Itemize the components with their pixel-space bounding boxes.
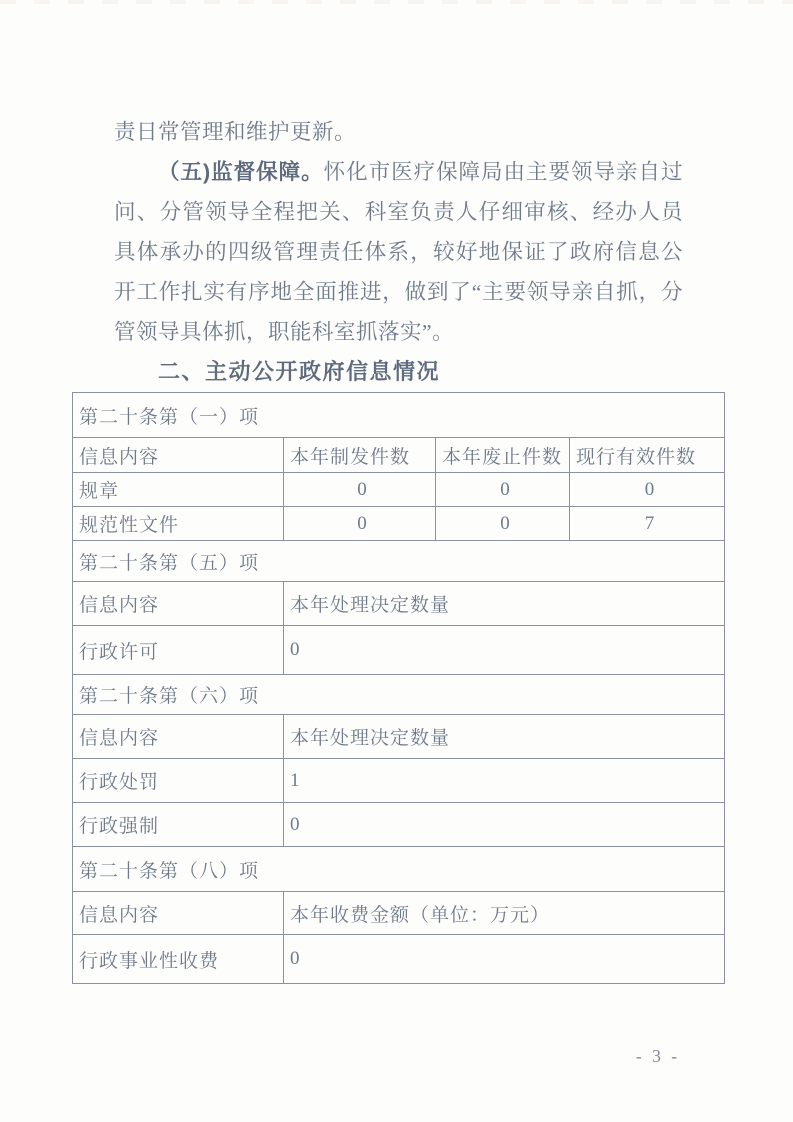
body-text-block bbox=[114, 112, 683, 392]
section5-title: 第二十条第（五）项 bbox=[73, 541, 725, 582]
value-administrative-license: 0 bbox=[284, 626, 725, 675]
section8-header-fees: 本年收费金额（单位：万元） bbox=[284, 892, 725, 935]
value-normative-issued: 0 bbox=[284, 507, 436, 541]
table-section-title-row bbox=[73, 847, 725, 892]
scan-edge-artifact bbox=[0, 0, 793, 4]
value-administrative-fees: 0 bbox=[284, 935, 725, 984]
section5-header-decisions: 本年处理决定数量 bbox=[284, 582, 725, 626]
table-header-row bbox=[73, 438, 725, 473]
table-row bbox=[73, 507, 725, 541]
paragraph-supervision-text: 怀化市医疗保障局由主要领导亲自过问、分管领导全程把关、科室负责人仔细审核、经办人员具体承办的四级管理责任体系，较好地保证了政府信息公开工作扎实有序地全面推进，做到了“主要领导亲自抓，分管领导具体抓，职能科室抓落实”。 bbox=[114, 160, 683, 344]
table-row bbox=[73, 935, 725, 984]
value-regulations-issued: 0 bbox=[284, 473, 436, 507]
value-administrative-penalty: 1 bbox=[284, 759, 725, 803]
table-section-title-row bbox=[73, 541, 725, 582]
paragraph-continuation: 责日常管理和维护更新。 bbox=[114, 120, 357, 144]
section1-header-issued: 本年制发件数 bbox=[284, 438, 436, 473]
section-heading: 二、主动公开政府信息情况 bbox=[158, 359, 441, 384]
table-header-row bbox=[73, 892, 725, 935]
section1-header-effective: 现行有效件数 bbox=[570, 438, 725, 473]
table-row bbox=[73, 759, 725, 803]
row-label-regulations: 规章 bbox=[73, 473, 284, 507]
table-header-row bbox=[73, 715, 725, 759]
row-label-administrative-coercion: 行政强制 bbox=[73, 803, 284, 847]
table-row bbox=[73, 803, 725, 847]
disclosure-statistics-table bbox=[72, 392, 725, 984]
page-number: - 3 - bbox=[635, 1046, 681, 1066]
section6-title: 第二十条第（六）项 bbox=[73, 675, 725, 715]
table-section-title-row bbox=[73, 675, 725, 715]
row-label-administrative-license: 行政许可 bbox=[73, 626, 284, 675]
value-normative-effective: 7 bbox=[570, 507, 725, 541]
row-label-administrative-penalty: 行政处罚 bbox=[73, 759, 284, 803]
value-administrative-coercion: 0 bbox=[284, 803, 725, 847]
section8-header-content: 信息内容 bbox=[73, 892, 284, 935]
value-regulations-repealed: 0 bbox=[436, 473, 570, 507]
row-label-normative-documents: 规范性文件 bbox=[73, 507, 284, 541]
value-normative-repealed: 0 bbox=[436, 507, 570, 541]
section8-title: 第二十条第（八）项 bbox=[73, 847, 725, 892]
section6-header-content: 信息内容 bbox=[73, 715, 284, 759]
section1-header-content: 信息内容 bbox=[73, 438, 284, 473]
section5-header-content: 信息内容 bbox=[73, 582, 284, 626]
section1-title: 第二十条第（一）项 bbox=[73, 393, 725, 438]
table-row bbox=[73, 626, 725, 675]
row-label-administrative-fees: 行政事业性收费 bbox=[73, 935, 284, 984]
table-row bbox=[73, 473, 725, 507]
paragraph-supervision-label: （五)监督保障。 bbox=[158, 160, 324, 184]
paragraph-supervision bbox=[114, 152, 683, 352]
section1-header-repealed: 本年废止件数 bbox=[436, 438, 570, 473]
table-section-title-row bbox=[73, 393, 725, 438]
value-regulations-effective: 0 bbox=[570, 473, 725, 507]
table-header-row bbox=[73, 582, 725, 626]
section6-header-decisions: 本年处理决定数量 bbox=[284, 715, 725, 759]
